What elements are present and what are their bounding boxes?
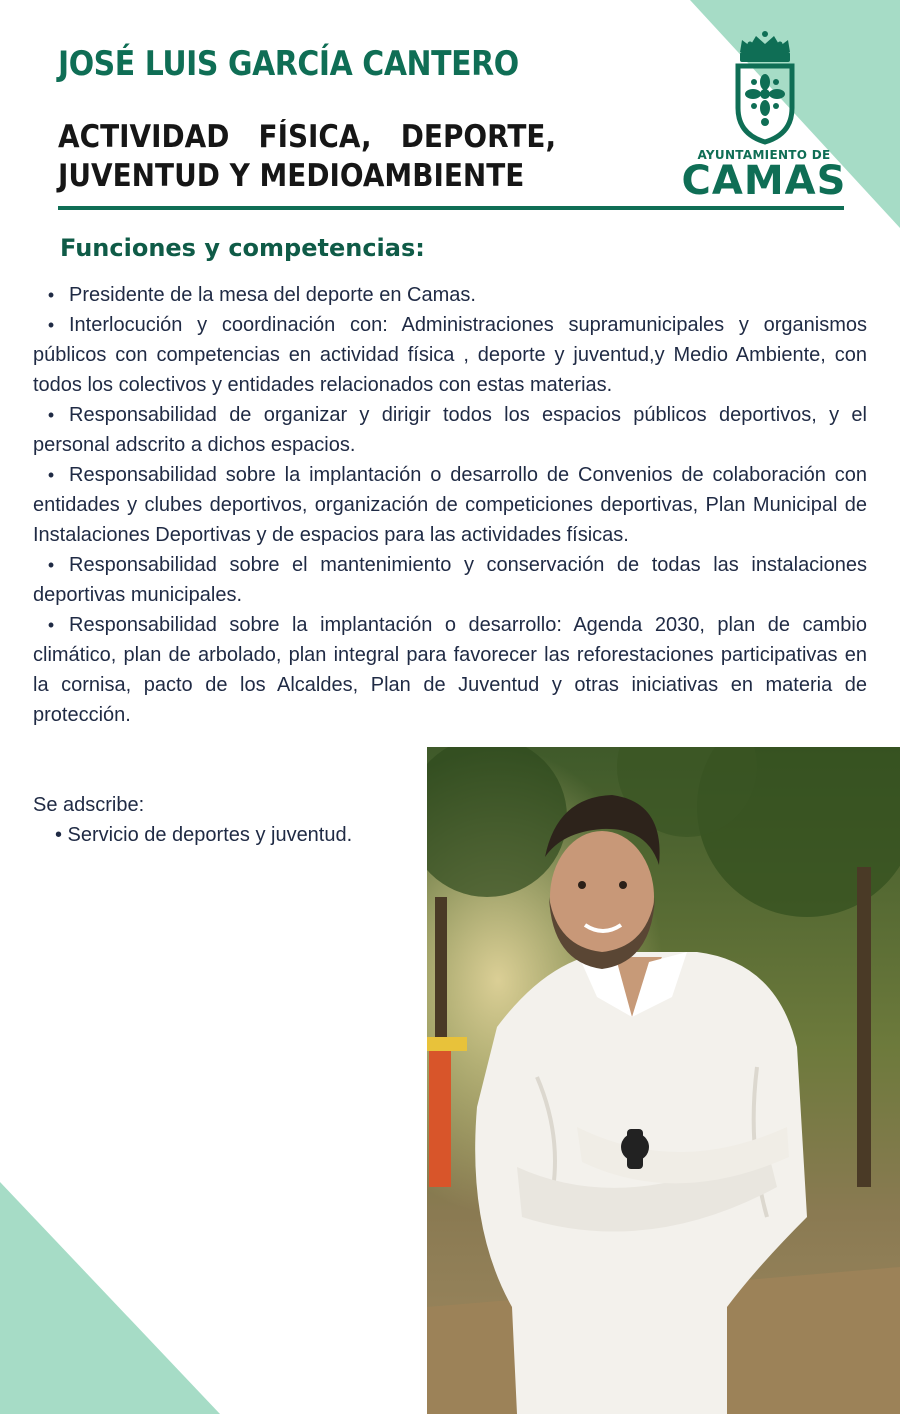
adscribe-label: Se adscribe:	[33, 794, 145, 816]
role-title-line: JUVENTUD Y MEDIOAMBIENTE	[58, 158, 525, 194]
logo-caption: AYUNTAMIENTO DE	[697, 148, 831, 162]
person-name: JOSÉ LUIS GARCÍA CANTERO	[58, 44, 519, 84]
logo-wordmark: CAMAS	[681, 158, 847, 204]
role-title-line: ACTIVIDAD FÍSICA, DEPORTE,	[58, 119, 557, 155]
list-item	[33, 460, 867, 550]
list-item-text: Responsabilidad sobre la implantación o desarrollo: Agenda 2030, plan de cambio climático, plan de arbolado, plan integral para favorecer las reforestaciones participativas en la cornisa, pacto de los Alcaldes, Plan de Juventud y otras iniciativas en materia de protección.	[33, 614, 867, 726]
bullet-icon: •	[47, 555, 55, 575]
list-item	[33, 280, 867, 310]
list-item-text: Presidente de la mesa del deporte en Camas.	[69, 284, 476, 306]
list-item	[33, 550, 867, 610]
section-title: Funciones y competencias:	[60, 234, 425, 262]
coat-of-arms-icon	[676, 30, 852, 148]
bullet-icon: •	[47, 465, 55, 485]
list-item	[33, 400, 867, 460]
adscribe-item: • Servicio de deportes y juventud.	[55, 824, 353, 846]
ayuntamiento-logo	[676, 30, 852, 202]
decorative-corner-bottom-left	[0, 1182, 220, 1414]
bullet-icon: •	[47, 315, 55, 335]
list-item	[33, 310, 867, 400]
portrait-illustration	[427, 747, 900, 1414]
competencies-list	[33, 280, 867, 730]
list-item	[33, 610, 867, 730]
title-divider	[58, 206, 844, 210]
list-item-text: Responsabilidad sobre la implantación o desarrollo de Convenios de colaboración con entidades y clubes deportivos, organización de competiciones deportivas, Plan Municipal de Instalaciones Deportivas y de espacios para las actividades físicas.	[33, 464, 867, 546]
bullet-icon: •	[47, 285, 55, 305]
portrait-photo	[427, 747, 900, 1414]
list-item-text: Responsabilidad sobre el mantenimiento y conservación de todas las instalaciones deportivas municipales.	[33, 554, 867, 606]
bullet-icon: •	[47, 615, 55, 635]
list-item-text: Responsabilidad de organizar y dirigir todos los espacios públicos deportivos, y el personal adscrito a dichos espacios.	[33, 404, 867, 456]
bullet-icon: •	[47, 405, 55, 425]
role-title	[58, 118, 562, 196]
list-item-text: Interlocución y coordinación con: Administraciones supramunicipales y organismos públicos con competencias en actividad física , deporte y juventud,y Medio Ambiente, con todos los colectivos y entidades relacionados con estas materias.	[33, 314, 867, 396]
